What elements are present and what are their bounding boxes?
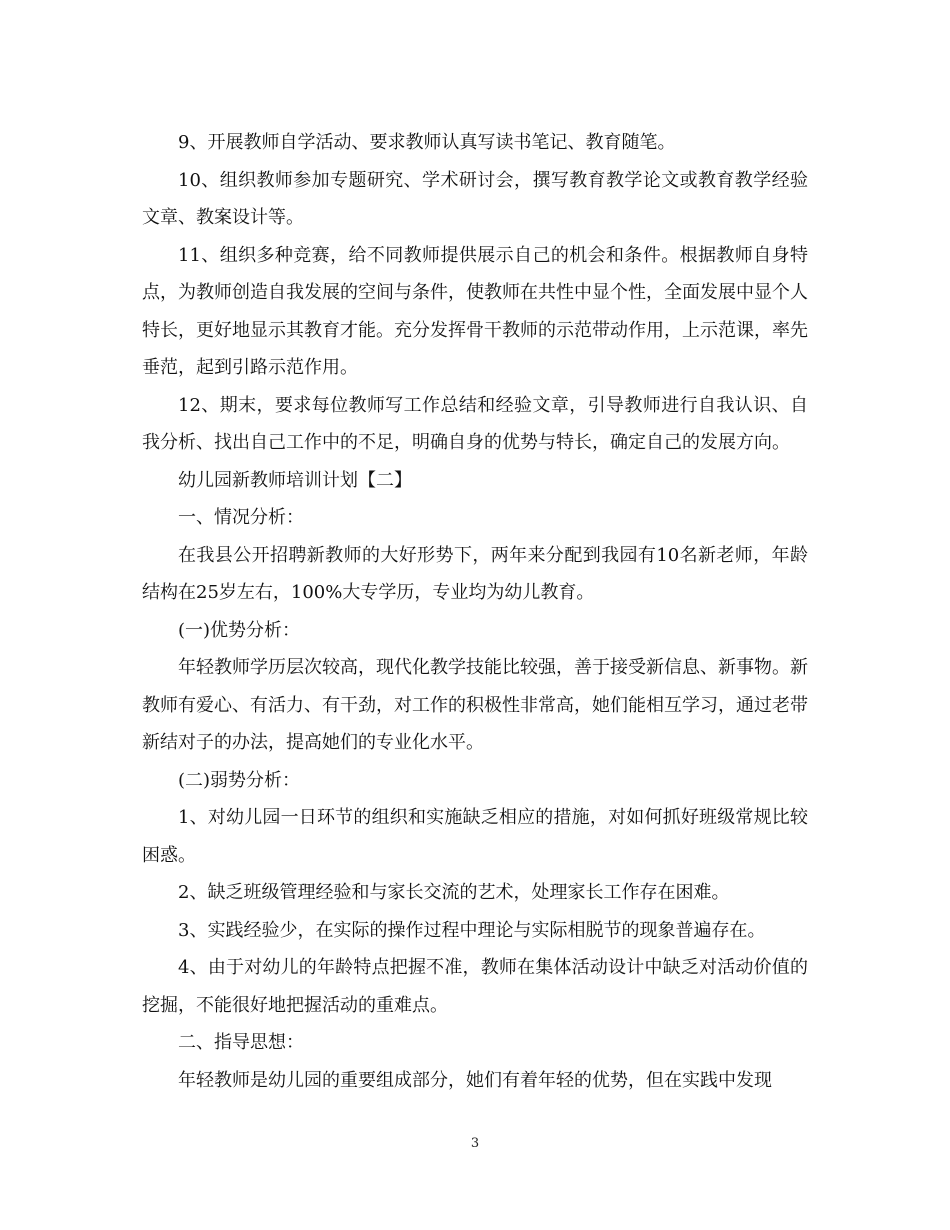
paragraph-weakness-1: 1、对幼儿园一日环节的组织和实施缺乏相应的措施，对如何抓好班级常规比较困惑。 — [142, 807, 808, 866]
paragraph-self-study: 9、开展教师自学活动、要求教师认真写读书笔记、教育随笔。 — [178, 132, 676, 153]
document-body — [142, 124, 808, 1099]
paragraph-weakness-3: 3、实践经验少，在实际的操作过程中理论与实际相脱节的现象普遍存在。 — [178, 919, 766, 941]
section-title-plan-two: 幼儿园新教师培训计划【二】 — [178, 469, 412, 491]
paragraph-competitions: 11、组织多种竞赛，给不同教师提供展示自己的机会和条件。根据教师自身特点，为教师创造自我发展的空间与条件，使教师在共性中显个性，全面发展中显个人特长，更好地显示其教育才能。充分发挥骨干教师的示范带动作用，上示范课，率先垂范，起到引路示范作用。 — [142, 244, 808, 378]
page-number: 3 — [470, 1136, 480, 1151]
paragraph-recruitment: 在我县公开招聘新教师的大好形势下，两年来分配到我园有10名新老师，年龄结构在25岁左右，100%大专学历，专业均为幼儿教育。 — [142, 544, 808, 603]
heading-weaknesses: (二)弱势分析： — [178, 769, 301, 791]
paragraph-weakness-4: 4、由于对幼儿的年龄特点把握不准，教师在集体活动设计中缺乏对活动价值的挖掘，不能很好地把握活动的重难点。 — [142, 957, 808, 1016]
heading-strengths: (一)优势分析： — [178, 619, 301, 641]
heading-situation-analysis: 一、情况分析： — [178, 507, 304, 528]
paragraph-research: 10、组织教师参加专题研究、学术研讨会，撰写教育教学论文或教育教学经验文章、教案设计等。 — [142, 169, 808, 228]
paragraph-weakness-2: 2、缺乏班级管理经验和与家长交流的艺术，处理家长工作存在困难。 — [178, 882, 730, 903]
paragraph-strengths: 年轻教师学历层次较高，现代化教学技能比较强，善于接受新信息、新事物。新教师有爱心、有活力、有干劲，对工作的积极性非常高，她们能相互学习，通过老带新结对子的办法，提高她们的专业化水平。 — [142, 657, 808, 753]
paragraph-guiding-ideology: 年轻教师是幼儿园的重要组成部分，她们有着年轻的优势，但在实践中发现 — [178, 1069, 772, 1091]
heading-guiding-ideology: 二、指导思想： — [178, 1032, 304, 1053]
paragraph-term-end: 12、期末，要求每位教师写工作总结和经验文章，引导教师进行自我认识、自我分析、找出自己工作中的不足，明确自身的优势与特长，确定自己的发展方向。 — [142, 394, 808, 453]
